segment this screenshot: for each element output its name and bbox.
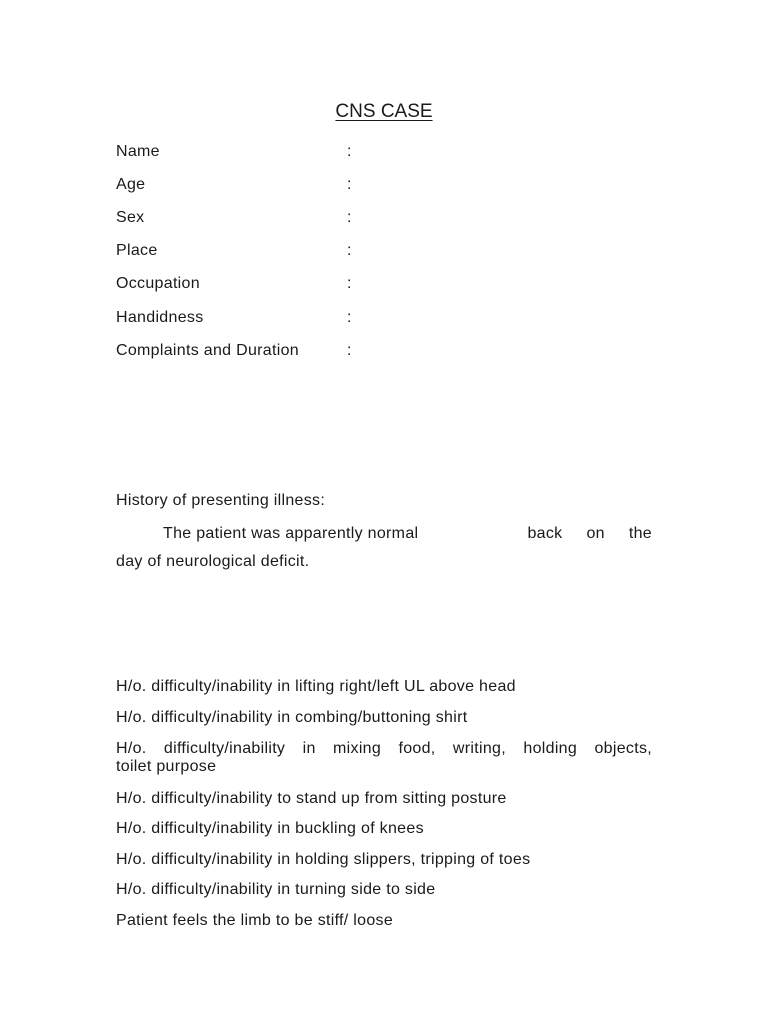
field-place [116,242,656,264]
hpi-text-segment: The patient was apparently normal [163,525,419,542]
history-item: H/o. difficulty/inability in turning side to side [116,881,436,898]
title-text: CNS CASE [335,101,433,122]
field-label: Name [116,143,160,160]
field-colon: : [347,209,352,226]
field-colon: : [347,143,352,160]
hpi-text-segment: back [527,525,563,542]
history-item: H/o. difficulty/inability in buckling of knees [116,820,424,837]
field-label: Occupation [116,275,200,292]
field-sex [116,209,656,231]
hpi-text-segment: on [586,525,605,542]
field-label: Age [116,176,146,193]
field-age [116,176,656,198]
field-complaints-duration [116,342,656,364]
document-title [0,101,768,123]
history-item: Patient feels the limb to be stiff/ loose [116,912,394,929]
field-colon: : [347,242,352,259]
field-colon: : [347,275,352,292]
history-item: H/o. difficulty/inability in lifting right/left UL above head [116,678,516,695]
field-name [116,143,656,165]
field-handidness [116,309,656,331]
field-label: Place [116,242,158,259]
hpi-line-1 [163,525,652,543]
field-colon: : [347,342,352,359]
hpi-text-segment: the [628,525,652,542]
history-item-continuation: toilet purpose [116,758,217,775]
field-label: Handidness [116,309,204,326]
hpi-heading: History of presenting illness: [116,492,326,509]
history-item: H/o. difficulty/inability in mixing food, writing, holding objects, [116,740,652,757]
field-colon: : [347,176,352,193]
field-colon: : [347,309,352,326]
field-label: Complaints and Duration [116,342,299,359]
hpi-line-2: day of neurological deficit. [116,553,310,570]
field-label: Sex [116,209,145,226]
history-item: H/o. difficulty/inability to stand up from sitting posture [116,790,507,807]
history-item: H/o. difficulty/inability in holding slippers, tripping of toes [116,851,531,868]
field-occupation [116,275,656,297]
history-item: H/o. difficulty/inability in combing/buttoning shirt [116,709,468,726]
